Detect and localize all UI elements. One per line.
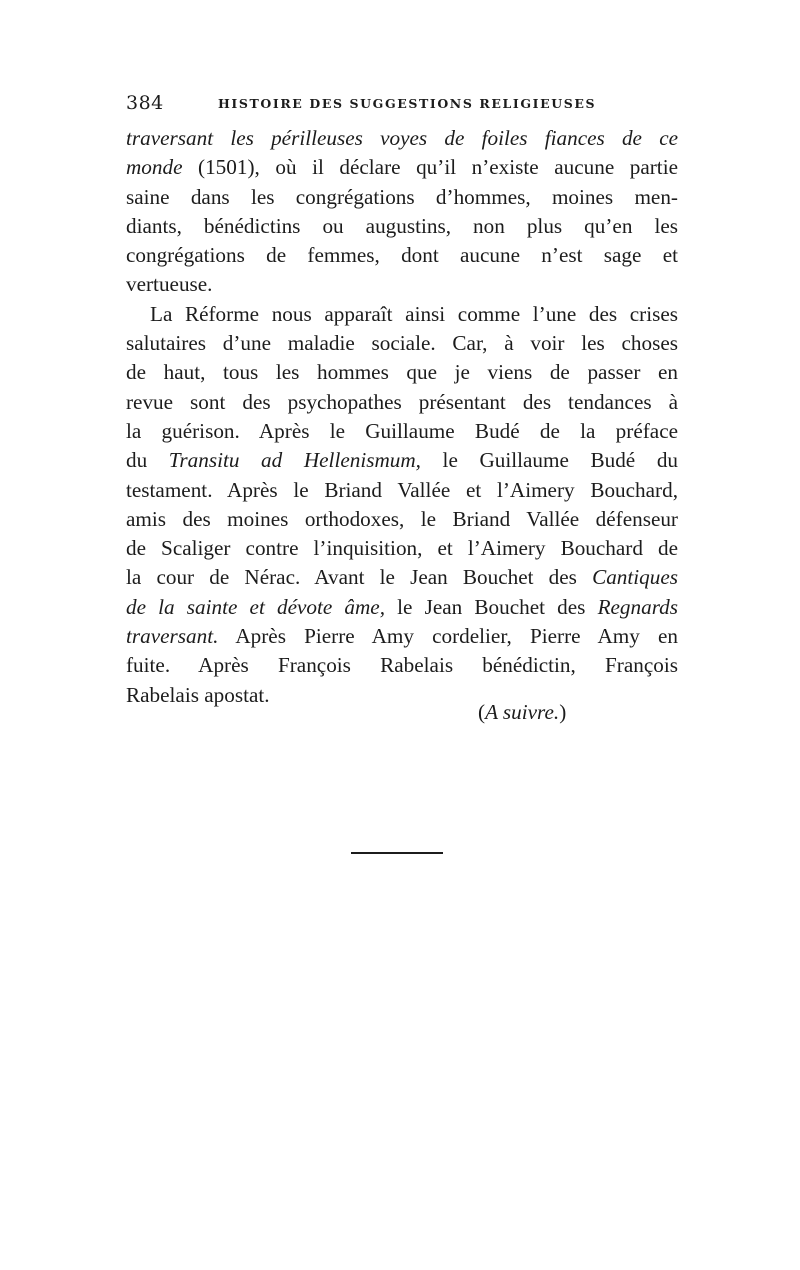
text-line: testament. Après le Briand Vallée et l’Aimery Bouchard, [126, 477, 678, 502]
italic-title-fragment: de la sainte et dévote âme, [126, 594, 386, 619]
text-line: La Réforme nous apparaît ainsi comme l’une des crises [150, 301, 678, 326]
italic-title-fragment: traversant. [126, 624, 219, 649]
text-run: la cour de Nérac. Avant le Jean Bouchet des [126, 565, 593, 590]
text-run: du [126, 448, 169, 473]
text-line: de Scaliger contre l’inquisition, et l’Aimery Bouchard de [126, 536, 678, 561]
body-text [126, 124, 678, 710]
text-line: Rabelais apostat. [126, 682, 270, 707]
text-run: le Guillaume Budé du [420, 448, 679, 473]
italic-title-fragment: Cantiques [592, 565, 678, 590]
to-be-continued-note [478, 698, 566, 727]
text-line: congrégations de femmes, dont aucune n’est sage et [126, 243, 678, 268]
text-line: amis des moines orthodoxes, le Briand Vallée défenseur [126, 506, 678, 531]
text-line [126, 153, 678, 182]
text-line: vertueuse. [126, 272, 213, 297]
paren-open: ( [478, 700, 486, 724]
text-line [126, 593, 678, 622]
text-line [126, 446, 678, 475]
text-line: la guérison. Après le Guillaume Budé de la préface [126, 418, 678, 443]
paren-close: ) [559, 700, 567, 724]
text-line [126, 622, 678, 651]
italic-title-fragment: Regnards [597, 594, 678, 619]
text-line: diants, bénédictins ou augustins, non plus qu’en les [126, 213, 678, 238]
text-run: Après Pierre Amy cordelier, Pierre Amy en [218, 624, 678, 649]
text-run: (1501), où il déclare qu’il n’existe aucune partie [182, 155, 678, 180]
text-line: saine dans les congrégations d’hommes, moines men- [126, 184, 678, 209]
end-rule [351, 852, 443, 854]
running-head [126, 92, 686, 116]
text-line: de haut, tous les hommes que je viens de passer en [126, 360, 678, 385]
text-line [126, 124, 678, 153]
italic-title-fragment: Transitu ad Hellenismum, [168, 448, 421, 473]
italic-title-fragment: monde [126, 155, 183, 180]
to-be-continued-text: A suivre. [485, 700, 560, 724]
text-line: fuite. Après François Rabelais bénédictin, François [126, 653, 678, 678]
text-run: le Jean Bouchet des [385, 594, 598, 619]
italic-title-fragment: traversant les périlleuses voyes de foiles fiances de ce [126, 126, 678, 150]
text-line [126, 563, 678, 592]
text-line: revue sont des psychopathes présentant des tendances à [126, 389, 678, 414]
page-number: 384 [126, 92, 164, 114]
running-title: HISTOIRE DES SUGGESTIONS RELIGIEUSES [218, 96, 597, 111]
text-line: salutaires d’une maladie sociale. Car, à voir les choses [126, 331, 678, 356]
